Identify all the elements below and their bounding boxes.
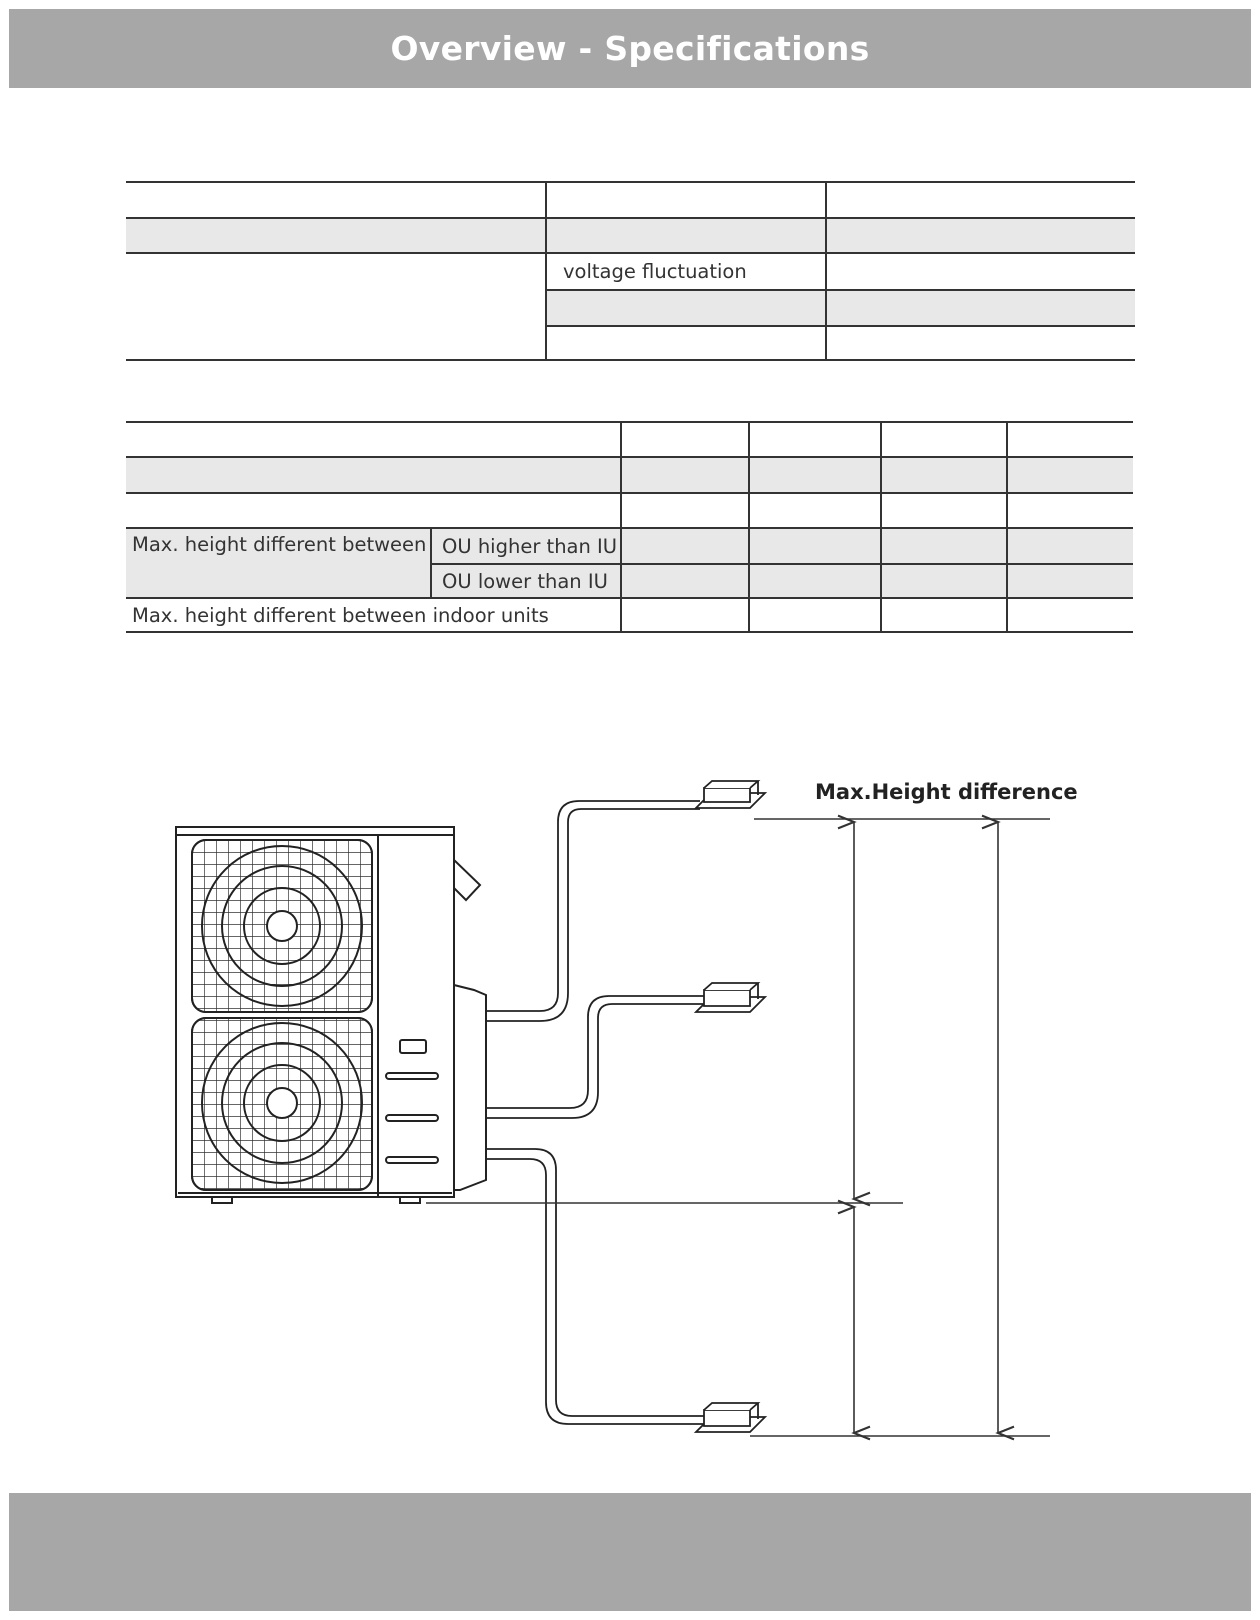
indoor-unit-icon <box>696 983 765 1012</box>
max-height-difference-label: Max.Height difference <box>815 780 1078 804</box>
indoor-units-height-label: Max. height different between indoor units <box>126 598 621 632</box>
ou-lower-label: OU lower than IU <box>431 564 621 598</box>
reference-lines <box>426 819 1050 1436</box>
indoor-unit-icon <box>696 781 765 808</box>
voltage-fluctuation-label: voltage fluctuation <box>546 253 826 290</box>
page-footer <box>9 1493 1251 1611</box>
refrigerant-pipe-icon <box>487 801 704 1424</box>
ou-higher-label: OU higher than IU <box>431 528 621 564</box>
max-height-between-label: Max. height different between <box>126 528 431 598</box>
dimension-arrow-icon <box>854 822 998 1433</box>
page-title: Overview - Specifications <box>390 29 870 68</box>
indoor-unit-icon <box>696 1403 765 1432</box>
outdoor-unit-icon <box>176 827 486 1203</box>
